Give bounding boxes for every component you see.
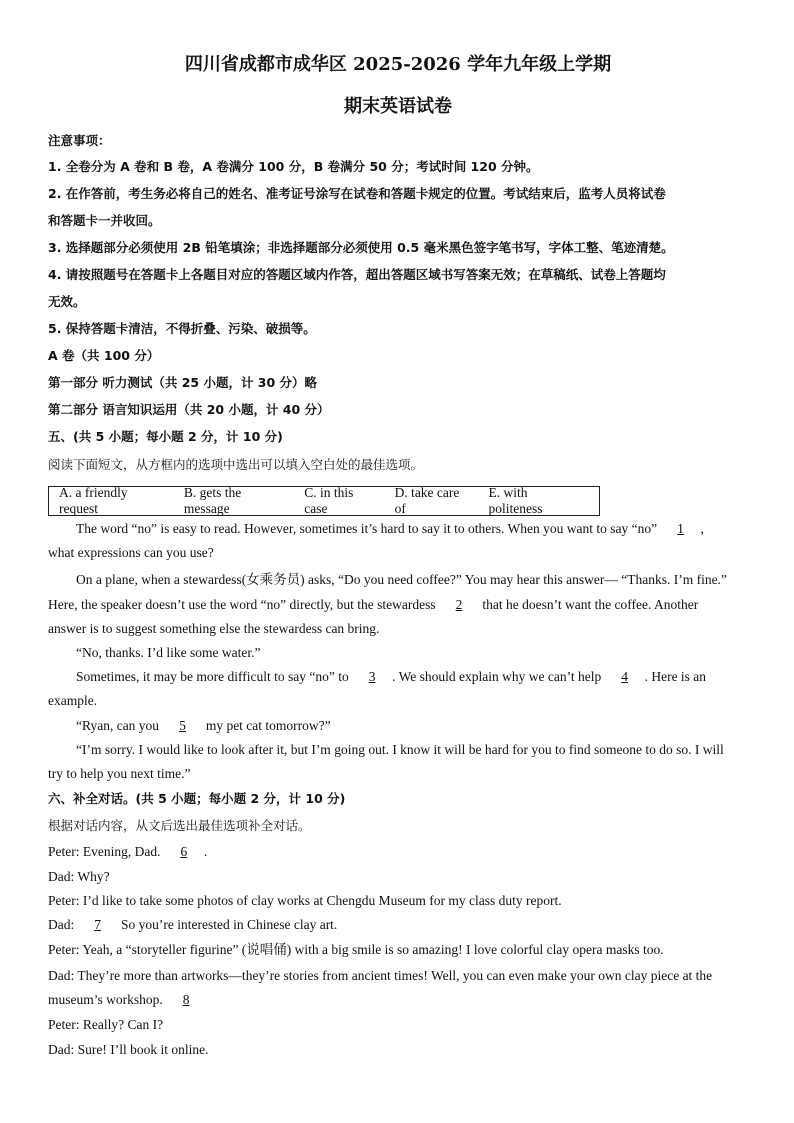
passage-line: what expressions can you use? <box>48 545 214 560</box>
dialogue-line <box>48 916 748 934</box>
passage-text: The word “no” is easy to read. However, sometimes it’s hard to say it to others. When you want to say “no” <box>76 521 658 536</box>
part1-heading: 第一部分 听力测试（共 25 小题，计 30 分）略 <box>48 375 318 390</box>
passage-text: Here, the speaker doesn’t use the word “no” directly, but the stewardess <box>48 597 436 612</box>
option-a: A. a friendly request <box>59 485 128 516</box>
blank-8: 8 <box>182 992 190 1007</box>
passage-line: example. <box>48 693 98 708</box>
passage-text: . We should explain why we can’t help <box>392 669 602 684</box>
passage-line <box>48 596 748 614</box>
passage-text: “Ryan, can you <box>76 718 160 733</box>
dialogue-line: Peter: Yeah, a “storyteller figurine” (说唱俑) with a big smile is so amazing! I love colorful clay opera masks too. <box>48 942 664 957</box>
section5-heading: 五、(共 5 小题；每小题 2 分，计 10 分) <box>48 429 283 444</box>
passage-text: that he doesn’t want the coffee. Another <box>482 597 699 612</box>
note-line: 和答题卡一并收回。 <box>48 213 161 228</box>
blank-5: 5 <box>179 718 186 733</box>
passage-line <box>48 717 776 735</box>
dialogue-line: Peter: I’d like to take some photos of clay works at Chengdu Museum for my class duty report. <box>48 893 562 908</box>
option-e: E. with politeness <box>488 485 543 516</box>
passage-line: “I’m sorry. I would like to look after it, but I’m going out. I know it will be hard for you to find someone to do so. I will <box>76 742 724 757</box>
note-line: 3. 选择题部分必须使用 2B 铅笔填涂；非选择题部分必须使用 0.5 毫米黑色签字笔书写，字体工整、笔迹清楚。 <box>48 240 674 255</box>
note-line: 5. 保持答题卡清洁，不得折叠、污染、破损等。 <box>48 321 316 336</box>
section-a-heading: A 卷（共 100 分） <box>48 348 160 363</box>
option-c: C. in this case <box>304 485 354 516</box>
part2-heading: 第二部分 语言知识运用（共 20 小题，计 40 分） <box>48 402 330 417</box>
option-b: B. gets the message <box>183 485 242 516</box>
exam-title: 四川省成都市成华区 2025-2026 学年九年级上学期 <box>184 54 612 75</box>
blank-6: 6 <box>180 844 188 859</box>
note-line: 2. 在作答前，考生务必将自己的姓名、准考证号涂写在试卷和答题卡规定的位置。考试结束后，监考人员将试卷 <box>48 186 666 201</box>
notes-heading: 注意事项： <box>48 133 111 148</box>
dialogue-text: Dad: <box>48 917 75 932</box>
passage-text: Sometimes, it may be more difficult to say “no” to <box>76 669 349 684</box>
note-line: 1. 全卷分为 A 卷和 B 卷，A 卷满分 100 分，B 卷满分 50 分；考试时间 120 分钟。 <box>48 159 539 174</box>
blank-1: 1 <box>677 521 684 536</box>
option-d: D. take care of <box>394 485 460 516</box>
blank-2: 2 <box>455 597 463 612</box>
options-box <box>48 486 600 516</box>
dialogue-line: Dad: Sure! I’ll book it online. <box>48 1042 209 1057</box>
note-line: 4. 请按照题号在答题卡上各题目对应的答题区域内作答，超出答题区域书写答案无效；在草稿纸、试卷上答题均 <box>48 267 666 282</box>
dialogue-line: Dad: Why? <box>48 869 110 884</box>
blank-3: 3 <box>368 669 376 684</box>
dialogue-text: Peter: Evening, Dad. <box>48 844 161 859</box>
passage-text: my pet cat tomorrow?” <box>205 718 331 733</box>
blank-7: 7 <box>94 917 101 932</box>
passage-line: The word “no” is easy to read. However, sometimes it’s hard to say it to others. When you want to say “no” 1 , <box>76 521 704 536</box>
passage-line: answer is to suggest something else the stewardess can bring. <box>48 621 380 636</box>
section5-instruction: 阅读下面短文，从方框内的选项中选出可以填入空白处的最佳选项。 <box>48 457 424 472</box>
passage-line: try to help you next time.” <box>48 766 191 781</box>
passage-line <box>48 668 776 686</box>
dialogue-line: Peter: Evening, Dad. 6 . <box>48 844 208 859</box>
section6-instruction: 根据对话内容，从文后选出最佳选项补全对话。 <box>48 818 311 833</box>
dialogue-text: museum’s workshop. <box>48 992 163 1007</box>
passage-line: “No, thanks. I’d like some water.” <box>76 645 261 660</box>
dialogue-line: Dad: They’re more than artworks—they’re stories from ancient times! Well, you can even make your own clay piece at the <box>48 968 713 983</box>
exam-subtitle: 期末英语试卷 <box>344 96 452 117</box>
note-line: 无效。 <box>48 294 86 309</box>
passage-line: On a plane, when a stewardess(女乘务员) asks, “Do you need coffee?” You may hear this answer— “Thanks. I’m fine.” <box>76 572 727 587</box>
dialogue-text: So you’re interested in Chinese clay art. <box>121 917 338 932</box>
dialogue-line: Peter: Really? Can I? <box>48 1017 164 1032</box>
dialogue-line <box>48 991 748 1009</box>
blank-4: 4 <box>621 669 628 684</box>
passage-text: . Here is an <box>644 669 707 684</box>
section6-heading: 六、补全对话。(共 5 小题；每小题 2 分，计 10 分) <box>48 791 346 806</box>
